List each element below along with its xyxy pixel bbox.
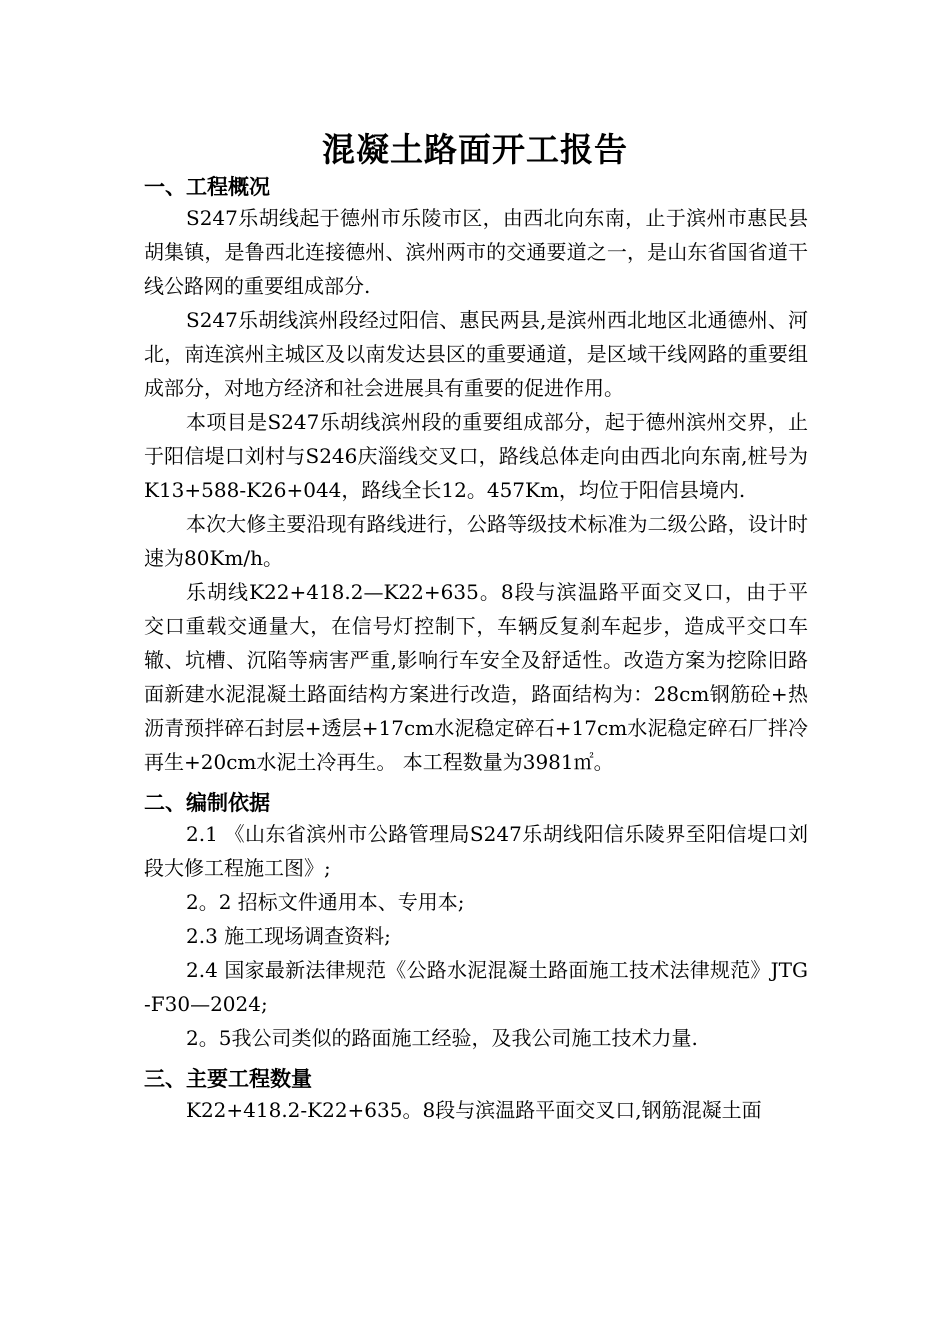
document-body [144,172,808,1127]
overview-paragraph-2: S247乐胡线滨州段经过阳信、惠民两县,是滨州西北地区北通德州、河北，南连滨州主城区及以南发达县区的重要通道，是区域干线网路的重要组成部分，对地方经济和社会进展具有重要的促进作用。 [144,308,808,400]
section-heading-basis: 二、编制依据 [144,791,270,815]
overview-paragraph-1: S247乐胡线起于德州市乐陵市区，由西北向东南，止于滨州市惠民县胡集镇，是鲁西北连接德州、滨州两市的交通要道之一，是山东省国省道干线公路网的重要组成部分. [144,206,808,298]
basis-item-2: 2。2 招标文件通用本、专用本; [186,890,465,914]
basis-item-1: 2.1 《山东省滨州市公路管理局S247乐胡线阳信乐陵界至阳信堤口刘段大修工程施工图》; [144,822,808,880]
overview-paragraph-5: 乐胡线K22+418.2—K22+635。8段与滨温路平面交叉口，由于平交口重载交通量大，在信号灯控制下，车辆反复刹车起步，造成平交口车辙、坑槽、沉陷等病害严重,影响行车安全及舒适性。改造方案为挖除旧路面新建水泥混凝土路面结构方案进行改造，路面结构为：28cm钢筋砼+热沥青预拌碎石封层+透层+17cm水泥稳定碎石+17cm水泥稳定碎石厂拌冷再生+20cm水泥土冷再生。 本工程数量为3981㎡。 [144,580,808,774]
basis-item-5: 2。5我公司类似的路面施工经验，及我公司施工技术力量. [186,1026,698,1050]
section-heading-quantities: 三、主要工程数量 [144,1067,312,1091]
section-heading-overview: 一、工程概况 [144,175,270,199]
basis-item-3: 2.3 施工现场调查资料; [186,924,391,948]
overview-paragraph-4: 本次大修主要沿现有路线进行，公路等级技术标准为二级公路，设计时速为80Km/h。 [144,512,808,570]
overview-paragraph-3: 本项目是S247乐胡线滨州段的重要组成部分，起于德州滨州交界，止于阳信堤口刘村与S246庆淄线交叉口，路线总体走向由西北向东南,桩号为K13+588-K26+044，路线全长12。457Km，均位于阳信县境内. [144,410,808,502]
document-title: 混凝土路面开工报告 [322,130,628,169]
basis-item-4: 2.4 国家最新法律规范《公路水泥混凝土路面施工技术法律规范》JTG-F30—2024; [144,958,808,1016]
quantities-paragraph-1: K22+418.2-K22+635。8段与滨温路平面交叉口,钢筋混凝土面 [186,1098,762,1122]
